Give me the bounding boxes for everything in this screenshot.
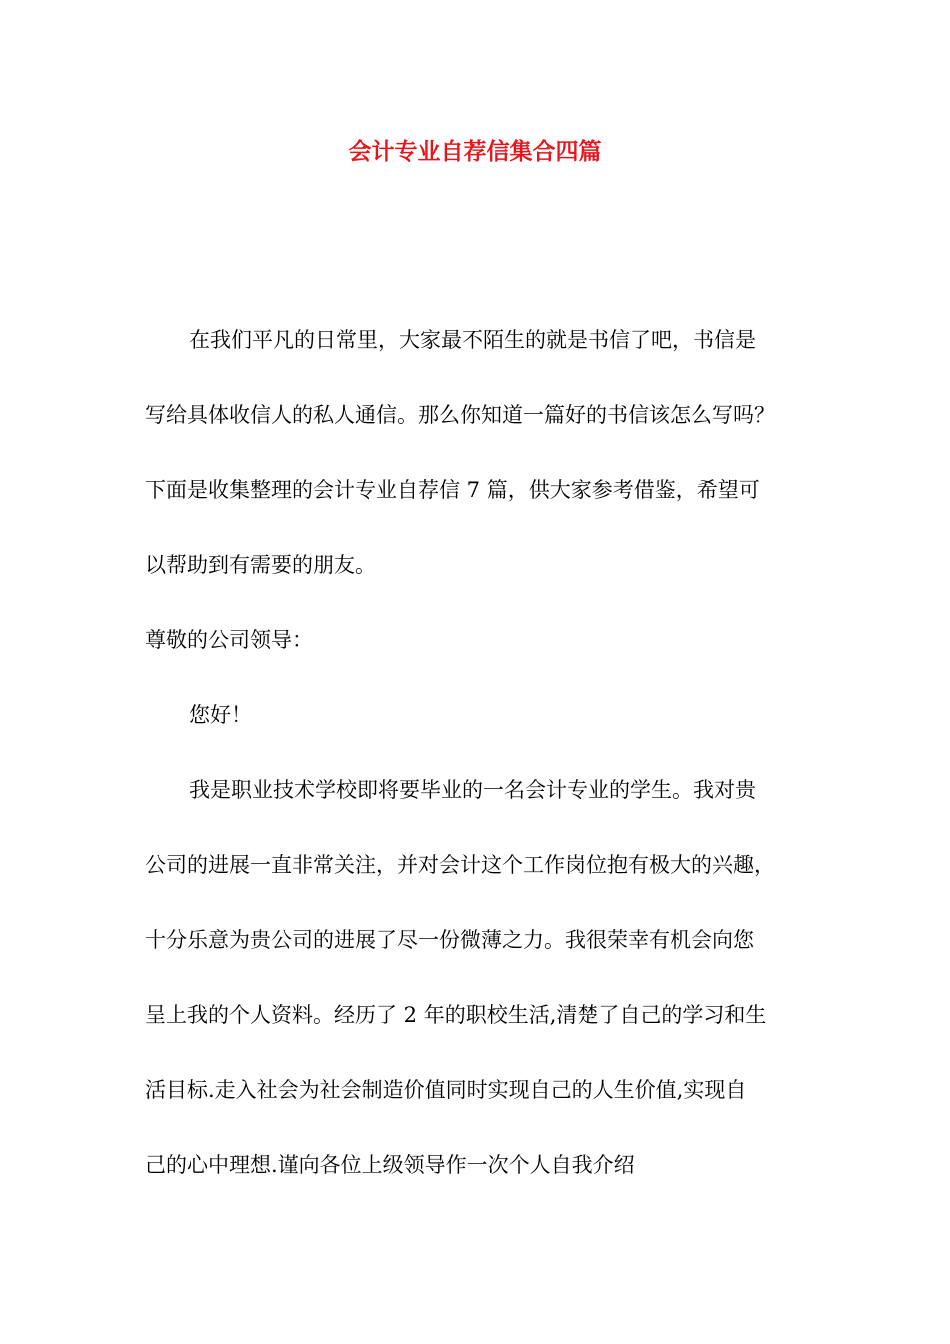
paragraph-line-12: 己的心中理想.谨向各位上级领导作一次个人自我介绍 — [145, 1153, 635, 1177]
paragraph-line-4: 以帮助到有需要的朋友。 — [145, 553, 376, 577]
document-body — [145, 320, 805, 1220]
paragraph-line-11: 活目标.走入社会为社会制造价值同时实现自己的人生价值,实现自 — [145, 1078, 747, 1102]
paragraph-line-9: 十分乐意为贵公司的进展了尽一份微薄之力。我很荣幸有机会向您 — [145, 928, 754, 952]
paragraph-line-3: 下面是收集整理的会计专业自荐信 7 篇，供大家参考借鉴，希望可 — [145, 478, 760, 502]
salutation-line: 尊敬的公司领导： — [145, 628, 313, 652]
paragraph-line-2: 写给具体收信人的私人通信。那么你知道一篇好的书信该怎么写吗？ — [145, 403, 775, 427]
paragraph-line-8: 公司的进展一直非常关注，并对会计这个工作岗位抱有极大的兴趣， — [145, 853, 775, 877]
paragraph-line-10: 呈上我的个人资料。经历了 2 年的职校生活,清楚了自己的学习和生 — [145, 1003, 767, 1027]
paragraph-line-1: 在我们平凡的日常里，大家最不陌生的就是书信了吧，书信是 — [189, 328, 756, 352]
greeting-line: 您好！ — [189, 703, 252, 727]
document-title: 会计专业自荐信集合四篇 — [348, 139, 602, 165]
paragraph-line-7: 我是职业技术学校即将要毕业的一名会计专业的学生。我对贵 — [189, 778, 756, 802]
